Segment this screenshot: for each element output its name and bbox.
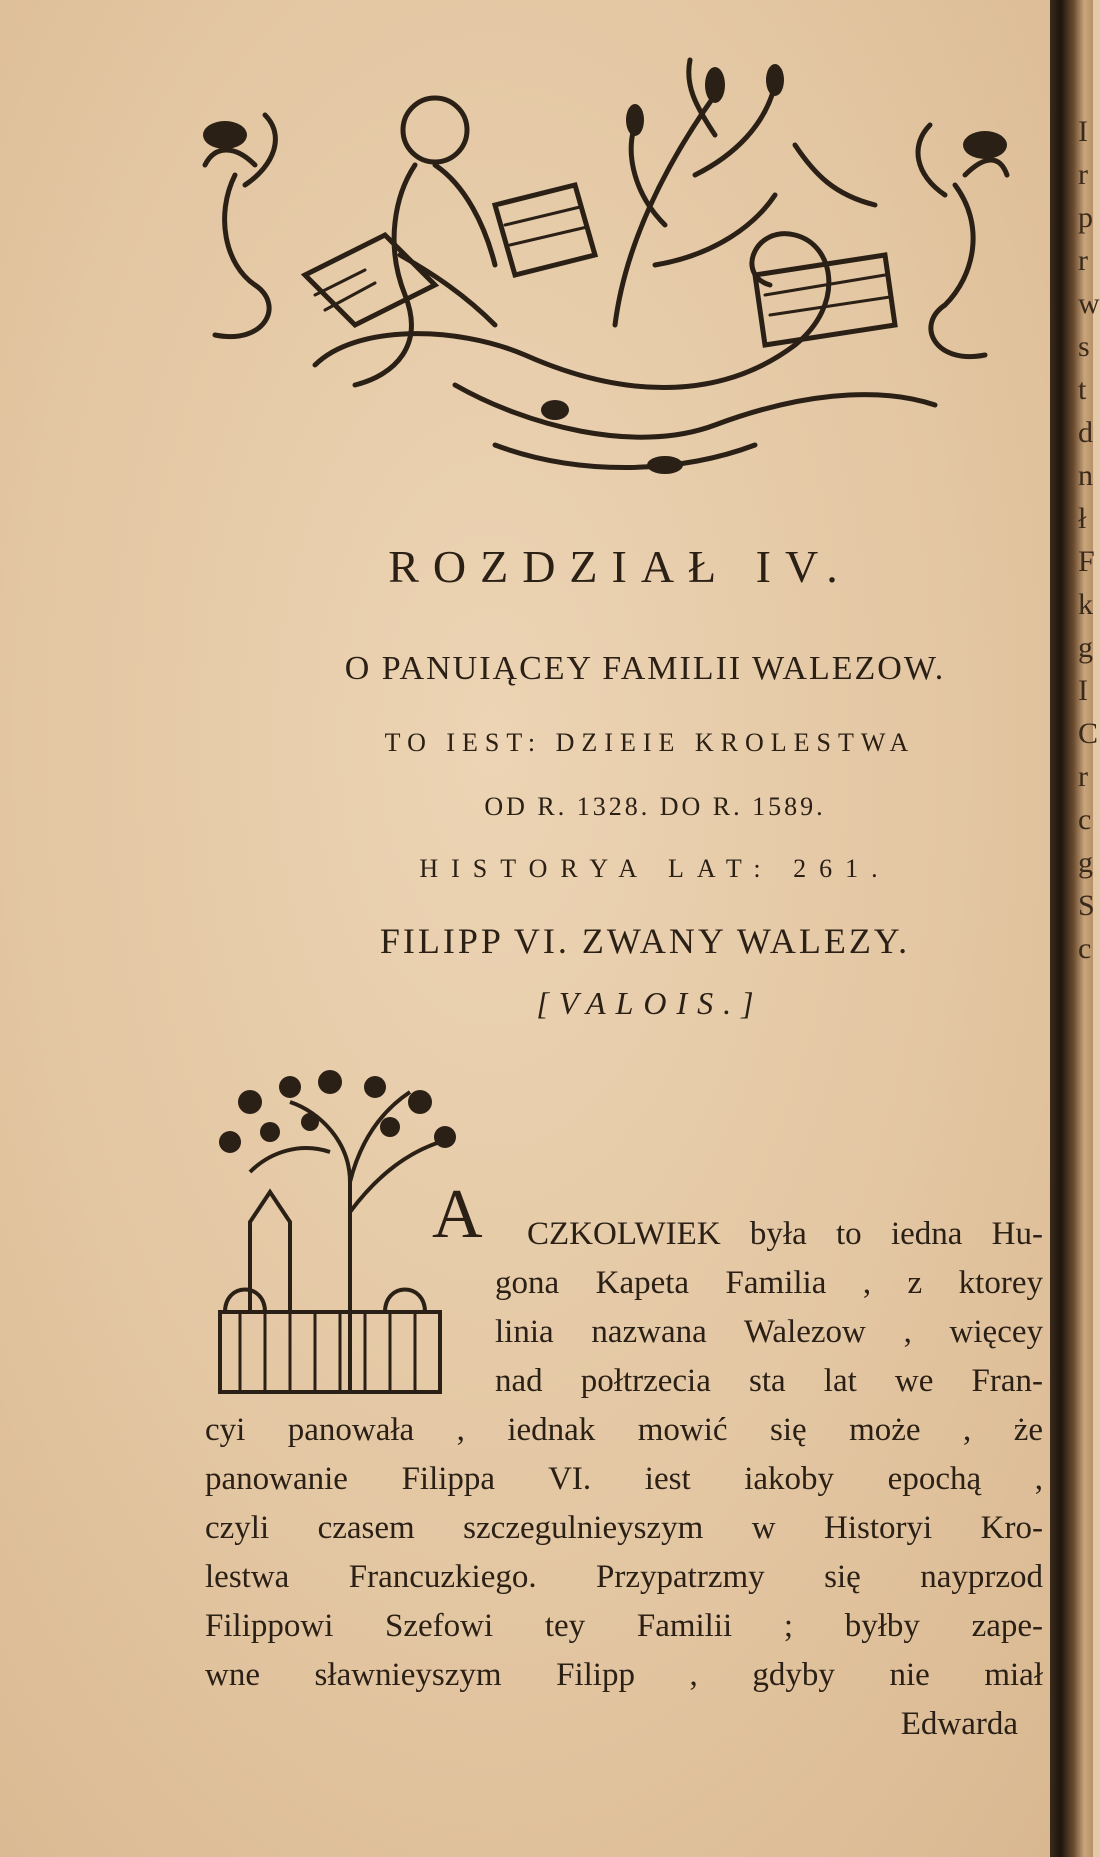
gutter-letter: n	[1078, 459, 1093, 492]
text-line: Filippowi Szefowi tey Familii ; byłby zape-	[205, 1608, 1043, 1644]
gutter-letter: I	[1078, 115, 1088, 148]
gutter-letter: s	[1078, 330, 1090, 363]
headpiece-ornament	[195, 25, 1015, 505]
gutter-letter: c	[1078, 932, 1092, 965]
text-line: lestwa Francuzkiego. Przypatrzmy się nayprzod	[205, 1559, 1043, 1595]
gutter-letter: g	[1078, 846, 1093, 879]
date-range-line: OD R. 1328. DO R. 1589.	[484, 792, 826, 821]
history-years-line: HISTORYA LAT: 261.	[419, 854, 891, 883]
text-line: nad połtrzecia sta lat we Fran-	[495, 1363, 1043, 1399]
gutter-letter: C	[1078, 717, 1099, 750]
king-name-heading: FILIPP VI. ZWANY WALEZY.	[379, 921, 911, 961]
house-name-heading: [VALOIS.]	[536, 985, 764, 1021]
text-line: czyli czasem szczegulnieyszym w Historyi Kro-	[205, 1510, 1043, 1546]
text-line: gona Kapeta Familia , z ktorey	[495, 1265, 1043, 1301]
gutter-letter: t	[1078, 373, 1087, 406]
drop-cap-letter: A	[432, 1176, 483, 1253]
text-line: linia nazwana Walezow , więcey	[495, 1314, 1043, 1350]
text-line: cyi panowała , iednak mowić się może , że	[205, 1412, 1043, 1448]
text-line: wne sławnieyszym Filipp , gdyby nie miał	[205, 1657, 1043, 1693]
chapter-title: ROZDZIAŁ IV.	[388, 541, 852, 592]
adjacent-page-letters	[1078, 110, 1098, 970]
chapter-subtitle: O PANUIĄCEY FAMILII WALEZOW.	[344, 650, 946, 687]
body-paragraph	[205, 1210, 1043, 1749]
gutter-letter: S	[1078, 889, 1095, 922]
gutter-letter: c	[1078, 803, 1092, 836]
gutter-letter: ł	[1078, 502, 1087, 535]
text-line: panowanie Filippa VI. iest iakoby epochą ,	[205, 1461, 1043, 1497]
gutter-letter: w	[1078, 287, 1100, 320]
gutter-letter: I	[1078, 674, 1088, 707]
catchword: Edwarda	[900, 1706, 1018, 1742]
gutter-letter: p	[1078, 201, 1093, 234]
gutter-letter: g	[1078, 631, 1093, 664]
gutter-letter: k	[1078, 588, 1093, 621]
gutter-letter: r	[1078, 158, 1088, 191]
gutter-letter: F	[1078, 545, 1095, 578]
gutter-letter: r	[1078, 760, 1088, 793]
gutter-letter: r	[1078, 244, 1088, 277]
text-line: CZKOLWIEK była to iedna Hu-	[527, 1216, 1043, 1252]
gutter-letter: d	[1078, 416, 1093, 449]
subtitle-line-3: TO IEST: DZIEIE KROLESTWA	[384, 728, 916, 757]
